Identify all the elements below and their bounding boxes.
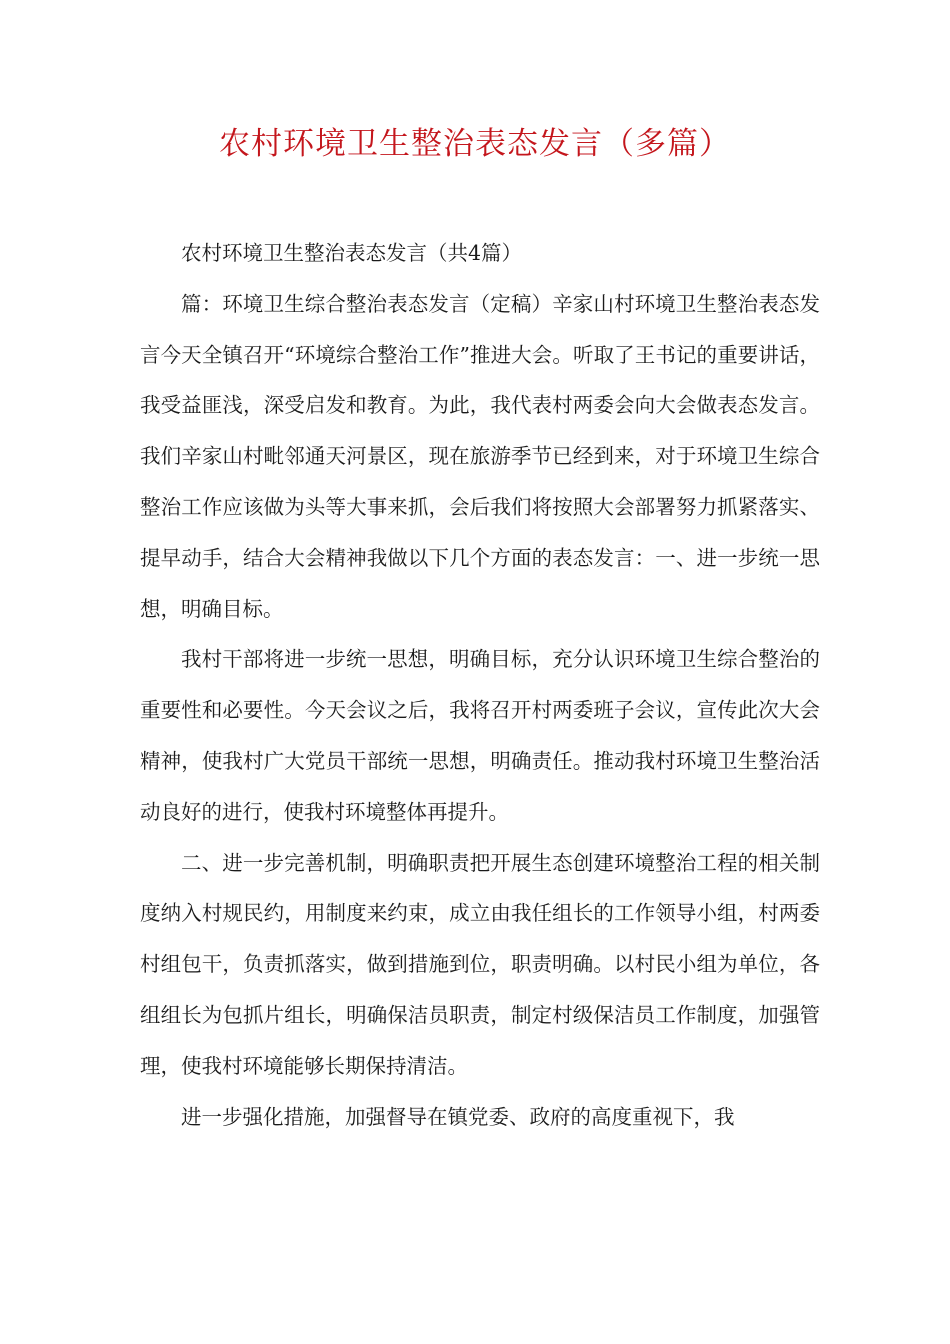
paragraph-unify-thinking: 我村干部将进一步统一思想，明确目标，充分认识环境卫生综合整治的重要性和必要性。今天会议之后，我将召开村两委班子会议，宣传此次大会精神，使我村广大党员干部统一思想，明确责任。推动我村环境卫生整治活动良好的进行，使我村环境整体再提升。: [140, 647, 820, 824]
paragraph-subtitle: 农村环境卫生整治表态发言（共4篇）: [181, 241, 523, 265]
document-body: [140, 228, 820, 1142]
paragraph-improve-mechanism: 二、进一步完善机制，明确职责把开展生态创建环境整治工程的相关制度纳入村规民约，用制度来约束，成立由我任组长的工作领导小组，村两委村组包干，负责抓落实，做到措施到位，职责明确。以村民小组为单位，各组组长为包抓片组长，明确保洁员职责，制定村级保洁员工作制度，加强管理，使我村环境能够长期保持清洁。: [140, 850, 820, 1078]
paragraph-intro: 篇：环境卫生综合整治表态发言（定稿）辛家山村环境卫生整治表态发言今天全镇召开“环境综合整治工作”推进大会。听取了王书记的重要讲话，我受益匪浅，深受启发和教育。为此，我代表村两委会向大会做表态发言。我们辛家山村毗邻通天河景区，现在旅游季节已经到来，对于环境卫生综合整治工作应该做为头等大事来抓，会后我们将按照大会部署努力抓紧落实、提早动手，结合大会精神我做以下几个方面的表态发言：一、进一步统一思想，明确目标。: [140, 291, 820, 621]
document-title: 农村环境卫生整治表态发言（多篇）: [219, 126, 731, 162]
paragraph-strengthen-measures: 进一步强化措施，加强督导在镇党委、政府的高度重视下，我: [181, 1104, 735, 1129]
